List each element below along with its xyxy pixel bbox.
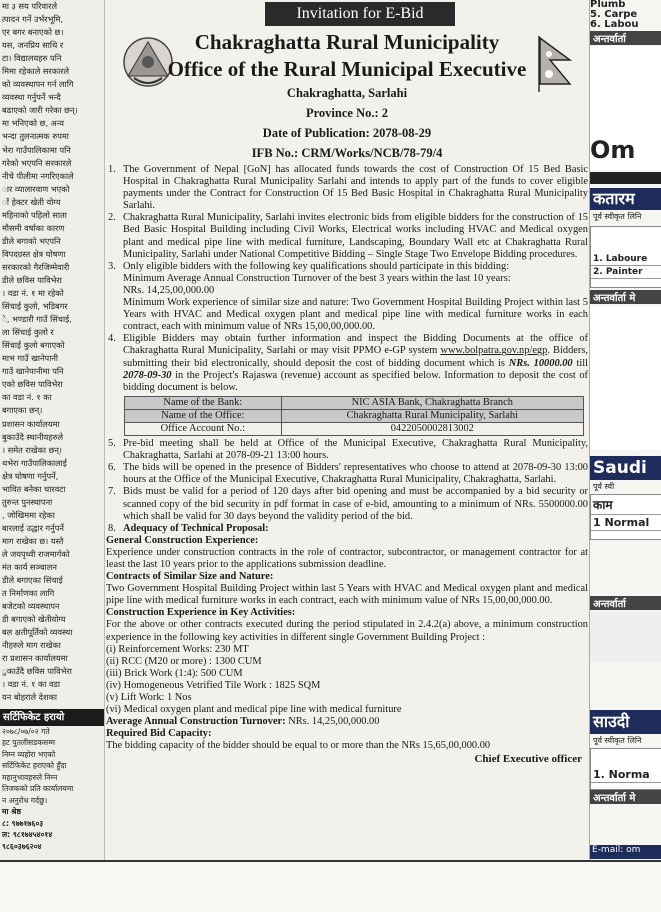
clause-7: 7. Bids must be valid for a period of 120 days after bid opening and must be accompanied by a bid security or scanned copy of the bid security in pdf format in case of e-bid, amounting to a minimum of NRs. 5500000.00 which shall be valid for 30 days beyond the validity period of the bid. bbox=[108, 486, 588, 522]
rbc-text: The bidding capacity of the bidder should be equal to or more than the NRs 15,65,00,000.00 bbox=[106, 740, 491, 752]
news-line: मा ३ सय परिवारले bbox=[2, 1, 58, 11]
left-news-column bbox=[0, 0, 105, 860]
aact-line: Average Annual Construction Turnover: NRs. 14,25,00,000.00 bbox=[106, 716, 380, 728]
list-item: (i) Reinforcement Works: 230 MT bbox=[106, 643, 249, 655]
list-item: 1. Norma bbox=[591, 767, 661, 783]
contact-line: ८: ९७७१७६०३ bbox=[2, 818, 44, 828]
publication-date: Date of Publication: 2078-08-29 bbox=[262, 126, 432, 140]
clause-1: 1. The Government of Nepal [GoN] has allocated funds towards the cost of Construction Of 15 Bed Basic Hospital in Chakraghatta Rural Municipality Sarlahi and intends to apply part of the funds to cover eligible payments under the Contract for Construction Of 15 Bed Basic Hospital in Chakraghatta Rural Municipality Sarlahi. bbox=[108, 164, 588, 212]
gce-text: Experience under construction contracts in the role of contractor, subcontractor, or management contractor for at least the last 10 years prior to the applications submission deadline. bbox=[106, 546, 588, 570]
list-item: (vi) Medical oxygen plant and medical pipe line with medical furniture bbox=[106, 704, 402, 716]
list-item: 1. Laboure bbox=[591, 253, 661, 266]
news-line: त्पादन गर्ने उर्भरभूमि, bbox=[2, 14, 63, 25]
qatar-title: कतारम bbox=[590, 188, 661, 210]
notice-banner: Invitation for E-Bid bbox=[265, 2, 455, 26]
right-ads-column bbox=[589, 0, 661, 860]
news-line: एको छविस पाविभेरा bbox=[2, 379, 63, 390]
news-line: बजेटको व्यवस्थापन bbox=[2, 601, 60, 612]
news-line: त निर्माणका लागि bbox=[2, 588, 55, 599]
saudi-title: Saudi bbox=[590, 456, 661, 480]
bank-details-table bbox=[124, 396, 584, 436]
left-news-text bbox=[0, 0, 104, 705]
news-line: ार व्यालारवाण भएको bbox=[2, 183, 70, 194]
notice-body bbox=[106, 164, 588, 765]
ad-fine-print bbox=[590, 306, 661, 450]
ifb-number: IFB No.: CRM/Works/NCB/78-79/4 bbox=[251, 146, 443, 160]
page-bottom-edge bbox=[0, 860, 661, 912]
news-line: डीले बगाएका सिंचाई bbox=[2, 575, 63, 586]
rbc-title: Required Bid Capacity: bbox=[106, 728, 212, 740]
news-line: े, भण्डारी गाउँ सिंचाई, bbox=[2, 314, 72, 325]
cek-text: For the above or other contracts executed during the period stipulated in 2.4.2(a) above, a minimum construction experience in the following key activities in different single Government Building Project : bbox=[106, 619, 588, 643]
news-line: विपदग्रस्त क्षेत्र घोषणा bbox=[2, 248, 66, 259]
news-line: तुरुन्त पुनस्थापना bbox=[2, 496, 53, 507]
news-line: सरकारको गैरजिम्मेवारी bbox=[2, 261, 70, 272]
contact-line: ९८६०३७६२०४ bbox=[2, 841, 42, 851]
list-item: (iii) Brick Work (1:4): 500 CUM bbox=[106, 667, 243, 679]
clause-2: 2. Chakraghatta Rural Municipality, Sarlahi invites electronic bids from eligible bidders for the construction of 15 Bed Basic Hospital Building including Civil Works, Electrical works including HVAC and Medical oxygen plant and medical pipe line with medical furniture, Landscaping, Boundary Wall etc at Chakraghatta Rural Municipality, Sarlahi under National Competitive Bidding – Single Stage Two Envelope Bidding procedures. bbox=[108, 212, 588, 260]
clause-4: 4. Eligible Bidders may obtain further information and inspect the Bidding Documents at the office of Chakraghatta Rural Municipality, Sarlahi or may visit PPMO e-GP system www.bolpatra.gov.np/egp. Bidders, submitting their bid electronically, should deposit the cost of bidding document which is NRs. 10000.00 till 2078-09-30 in the Project's Rajaswa (revenue) account as specified below. Information to deposit the cost of bidding document is below. bbox=[108, 333, 588, 393]
table-row: Name of the Bank: NIC ASIA Bank, Chakraghatta Branch bbox=[125, 396, 584, 409]
news-line: को व्यवस्थापन गर्न लागि bbox=[2, 79, 74, 90]
news-line: बल क्षतीपूर्तिको व्यवस्था bbox=[2, 627, 73, 638]
gce-title: General Construction Experience: bbox=[106, 534, 259, 546]
news-line: सिंचाई कुलो बगाएको bbox=[2, 340, 65, 351]
notice-line: न अनुरोध गर्दछु। bbox=[2, 795, 48, 805]
news-line: भेरा गाउँपालिकामा पनि bbox=[2, 144, 71, 155]
saudi-jobs: काम 1 Normal bbox=[590, 494, 661, 540]
news-line: नीचे पीलीमा नगरिएकाले bbox=[2, 170, 74, 181]
news-line: माभ गाउँ खानेपानी bbox=[2, 353, 58, 364]
list-item: (v) Lift Work: 1 Nos bbox=[106, 692, 192, 704]
news-line: डीले छविस पाविभेरा bbox=[2, 274, 62, 285]
contact-line: ल: ९८१७४५४०१४ bbox=[2, 830, 53, 840]
news-line: यस, जनप्रिय साथि र bbox=[2, 40, 64, 51]
job-list-top: Plumb 5. Carpe 6. Labou bbox=[590, 0, 639, 30]
news-line: क्षेत्र घोषणा गर्नुपर्ने, bbox=[2, 470, 59, 481]
e-bid-notice bbox=[106, 0, 588, 860]
news-line: मिमा रहेकाले सरकारले bbox=[2, 66, 70, 77]
news-line: नीहरुले माग राखेका bbox=[2, 640, 61, 651]
notice-line: तिजकको प्रति कार्यालयमा bbox=[2, 784, 74, 794]
list-item: (ii) RCC (M20 or more) : 1300 CUM bbox=[106, 655, 262, 667]
egp-link[interactable]: www.bolpatra.gov.np/egp bbox=[440, 345, 548, 357]
news-line: भन्दा तुलनात्मक रुपमा bbox=[2, 131, 69, 142]
agency-logo-text: Om bbox=[590, 130, 661, 170]
news-line: , जोखिममा रहेका bbox=[2, 509, 55, 520]
certificate-lost-heading: सर्टिफिकेट हरायो bbox=[0, 709, 104, 726]
news-line: भावित बनेका चारवटा bbox=[2, 483, 66, 494]
news-line: डी बगाएको खेतीयोग्य bbox=[2, 614, 66, 625]
news-line: बढाएको जारी गरेका छन्। bbox=[2, 105, 78, 116]
activity-list bbox=[106, 644, 588, 717]
interview-header: अन्तर्वार्ता bbox=[590, 596, 661, 610]
news-line: । वडा नं. १ का वडा bbox=[2, 679, 61, 690]
news-line: ाँ हेक्टर खेती योग्य bbox=[2, 196, 61, 207]
news-line: । वडा नं. १ मा रहेको bbox=[2, 288, 64, 299]
news-line: । समेत राखेका छन्। bbox=[2, 444, 62, 455]
list-item: 1 Normal bbox=[591, 515, 661, 531]
news-line: बगाएका छन्। bbox=[2, 405, 43, 416]
saudi2-title: साउदी bbox=[590, 710, 661, 734]
email-text: E-mail: om bbox=[590, 845, 661, 859]
certificate-lost-text bbox=[0, 726, 104, 807]
table-row: Name of the Office: Chakraghatta Rural Municipality, Sarlahi bbox=[125, 409, 584, 422]
news-line: एर बगर बनाएको छ। bbox=[2, 27, 64, 38]
news-line: प्रशासन कार्यालयमा bbox=[2, 418, 60, 429]
news-line: मंत कार्य सञ्चालन bbox=[2, 562, 57, 573]
province: Province No.: 2 bbox=[305, 106, 389, 120]
location: Chakraghatta, Sarlahi bbox=[286, 86, 408, 100]
news-line: व्यवस्था गर्नुपर्ने भन्दै bbox=[2, 92, 61, 103]
qatar-jobs bbox=[590, 226, 661, 288]
news-line: मौसमी वर्षाका कारण bbox=[2, 222, 65, 233]
qatar-subtitle: पूर्व स्वीकृत लिनि bbox=[593, 212, 642, 221]
news-line: ले जयपृथ्वी राजमार्गको bbox=[2, 548, 70, 559]
list-item: 2. Painter bbox=[591, 266, 661, 279]
news-line: गरेको भएपनि सरकारले bbox=[2, 157, 72, 168]
news-line: माग राखेका छ। यस्तै bbox=[2, 535, 64, 546]
signature: Chief Executive officer bbox=[474, 752, 582, 765]
municipality-title: Chakraghatta Rural Municipality bbox=[194, 30, 500, 54]
notice-line: सर्टिफिकेट हराएको हुँदा bbox=[2, 761, 67, 771]
css-title: Contracts of Similar Size and Nature: bbox=[106, 571, 274, 583]
contact-numbers bbox=[0, 806, 104, 852]
office-title: Office of the Rural Municipal Executive bbox=[167, 57, 527, 81]
news-line: महिनाको पहिलो साता bbox=[2, 209, 67, 220]
divider bbox=[590, 172, 661, 184]
cek-title: Construction Experience in Key Activities: bbox=[106, 607, 296, 619]
news-line: मा भनिएको छ, अन्य bbox=[2, 118, 64, 129]
news-line: बारलाई उद्धार गर्नुपर्ने bbox=[2, 522, 64, 533]
news-line: रा प्रशासन कार्यालयमा bbox=[2, 653, 68, 664]
clause-3: 3. Only eligible bidders with the following key qualifications should participate in this bidding: Minimum Average Annual Construction Turnover of the best 3 years within the last 10 years: NRs. 14,25,00,000.00 Minimum Work experience of similar size and nature: Two Government Hospital Building Project within last 5 Years with HVAC and Medical oxygen plant and medical pipe line with medical furniture works in each contract, each with minimum value of NRs 15,00,00,000.00. bbox=[108, 260, 588, 333]
saudi-subtitle: पूर्व स्वी bbox=[593, 482, 615, 491]
table-row: Office Account No.: 0422050002813002 bbox=[125, 422, 584, 435]
saudi2-subtitle: पूर्व स्वीकृत लिनि bbox=[593, 736, 642, 745]
news-line: ला सिंचाई कुलो र bbox=[2, 327, 54, 338]
clause-8: 8. Adequacy of Technical Proposal: bbox=[108, 522, 269, 534]
notice-line: हट पुतलीसडकसम्म bbox=[2, 738, 56, 748]
news-line: बुकाउँदै स्थानीयहरुले bbox=[2, 431, 64, 442]
notice-line: महानुभावहरुले निम्न bbox=[2, 772, 58, 782]
ad-fine-print bbox=[590, 46, 661, 130]
interview-header: अन्तर्वार्ता मे bbox=[590, 790, 661, 804]
interview-header: अन्तर्वार्ता bbox=[590, 31, 661, 45]
news-line: यन बोहराले देशका bbox=[2, 692, 57, 703]
clause-5: 5. Pre-bid meeting shall be held at Office of the Municipal Executive, Chakraghatta Rural Municipality, Chakraghatta, Sarlahi at 2078-09-21 13:00 hours. bbox=[108, 438, 588, 462]
contact-line: मा श्रेष्ठ bbox=[2, 807, 22, 817]
news-line: का वडा नं. १ का bbox=[2, 392, 52, 403]
news-line: टा। विद्यालयहरु पनि bbox=[2, 53, 62, 64]
notice-line: २०७८/०७/०२ गते bbox=[2, 726, 50, 736]
news-line: सिंचाई कुलो, भडिबगर bbox=[2, 301, 68, 312]
interview-header: अन्तर्वार्ता मे bbox=[590, 290, 661, 304]
notice-line: निम्न व्यहोरा भएको bbox=[2, 749, 56, 759]
list-item: (iv) Homogeneous Vetrified Tile Work : 1825 SQM bbox=[106, 679, 321, 691]
agency-badge bbox=[590, 612, 661, 662]
news-line: गाउँ खानेपानीमा पनि bbox=[2, 366, 64, 377]
clause-6: 6. The bids will be opened in the presence of Bidders' representatives who choose to attend at 2078-09-30 13:00 hours at the Office of the Municipal Executive, Chakraghatta Rural Municipality, Chakraghatta, Sarlahi. bbox=[108, 462, 588, 486]
news-line: डीले बगाको भएपनि bbox=[2, 235, 61, 246]
news-line: ुकाउँदै छविस पाविभेरा bbox=[2, 666, 72, 677]
css-text: Two Government Hospital Building Project within last 5 Years with HVAC and Medical oxygen plant and medical pipe line with medical furniture works in each contract, each with minimum value of NRs 15,00,00,000.00. bbox=[106, 583, 588, 607]
saudi2-jobs bbox=[590, 748, 661, 790]
news-line: थभेरा गाउँपालिकालाई bbox=[2, 457, 67, 468]
